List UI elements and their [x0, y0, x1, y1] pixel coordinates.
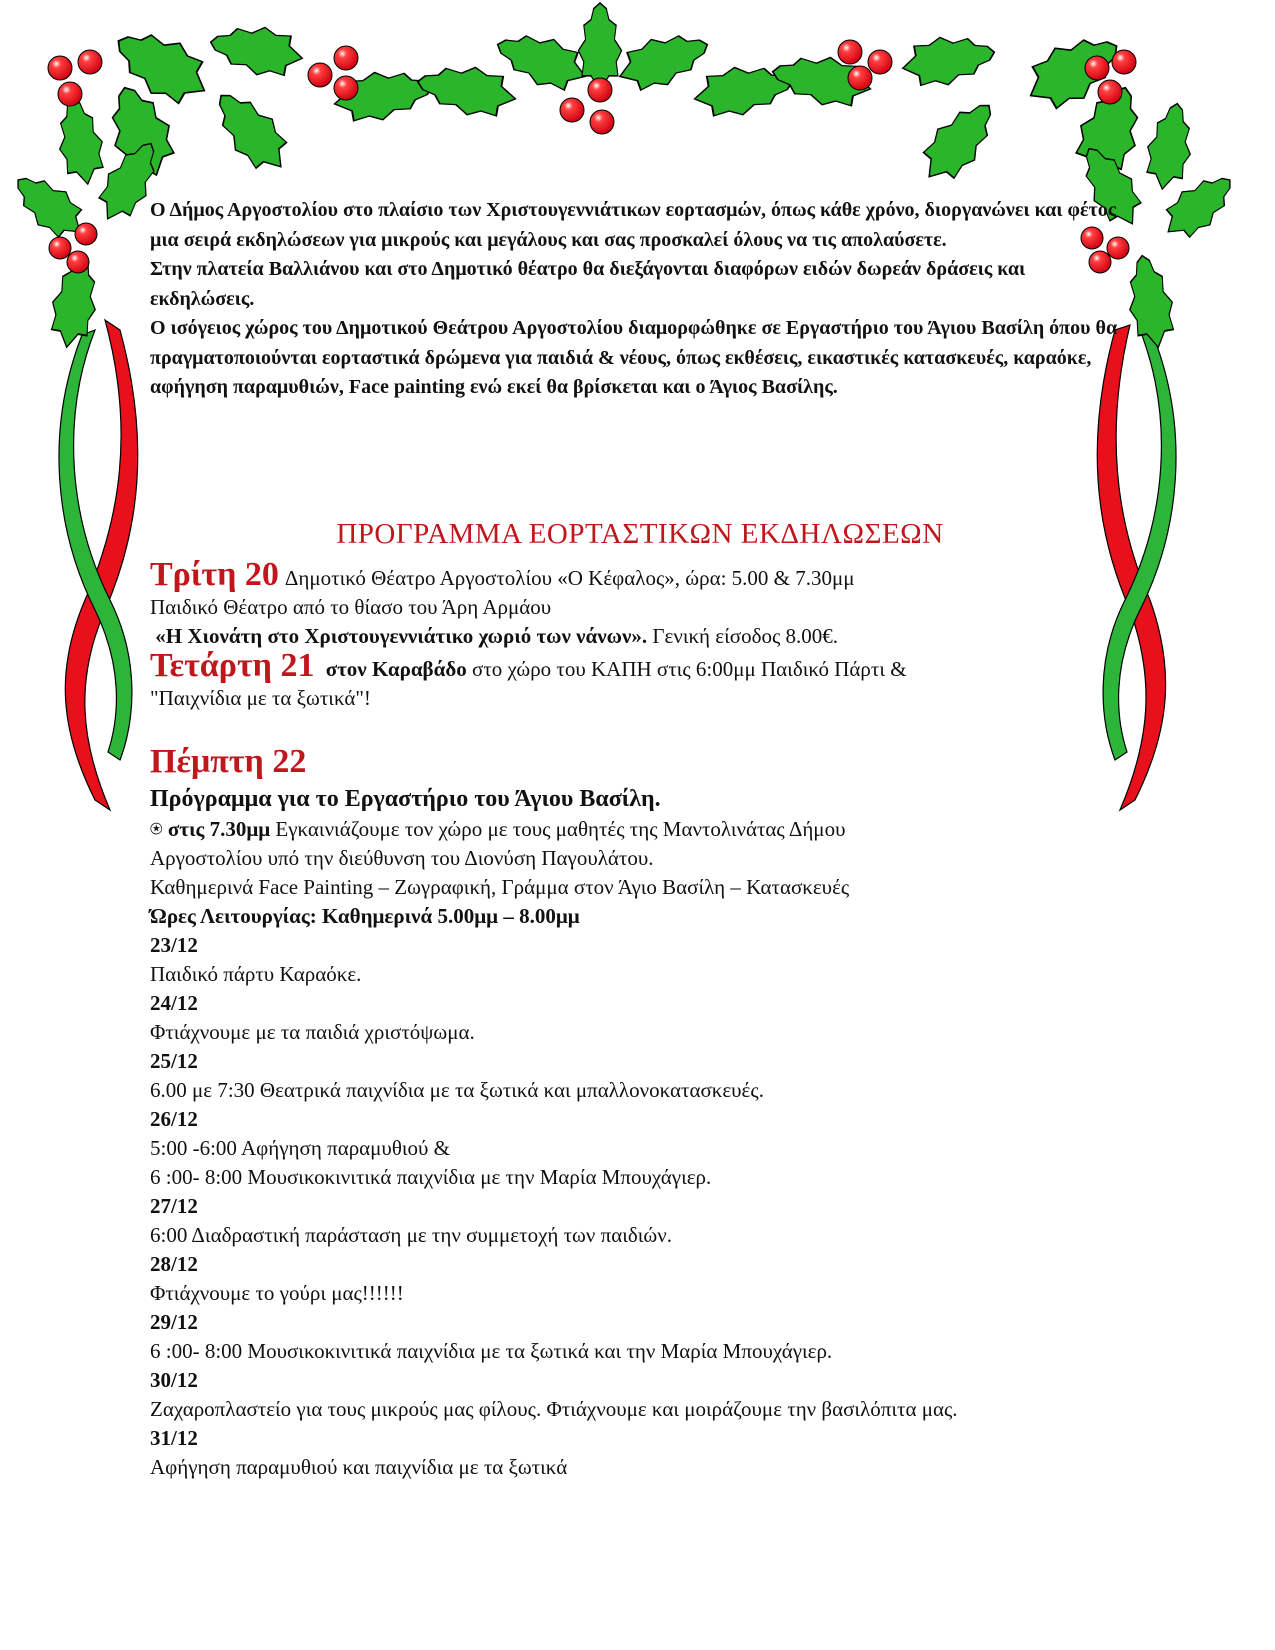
tuesday-theatre: Παιδικό Θέατρο από το θίασο του Άρη Αρμάου [150, 595, 552, 619]
opening-hours: Ώρες Λειτουργίας: Καθημερινά 5.00μμ – 8.00μμ [150, 904, 580, 928]
schedule-activity: 6 :00- 8:00 Μουσικοκινιτικά παιχνίδια με την Μαρία Μπουχάγιερ. [150, 1165, 712, 1189]
schedule-date: 30/12 [150, 1368, 198, 1392]
schedule-activity: Ζαχαροπλαστείο για τους μικρούς μας φίλους. Φτιάχνουμε και μοιράζουμε την βασιλόπιτα μας. [150, 1397, 958, 1421]
workshop-program-heading: Πρόγραμμα για το Εργαστήριο του Άγιου Βασίλη. [150, 786, 661, 812]
schedule-date: 31/12 [150, 1426, 198, 1450]
program-title: ΠΡΟΓΡΑΜΜΑ ΕΟΡΤΑΣΤΙΚΩΝ ΕΚΔΗΛΩΣΕΩΝ [336, 518, 944, 550]
events-section [150, 556, 1110, 1482]
tuesday-entry: Γενική είσοδος 8.00€. [647, 624, 839, 648]
thursday-day: Πέμπτη 22 [150, 743, 307, 780]
schedule-activity: 6.00 με 7:30 Θεατρικά παιχνίδια με τα ξωτικά και μπαλλονοκατασκευές. [150, 1078, 764, 1102]
wednesday-details: στο χώρο του ΚΑΠΗ στις 6:00μμ Παιδικό Πάρτι & [466, 657, 907, 681]
schedule-date: 29/12 [150, 1310, 198, 1334]
schedule-date: 26/12 [150, 1107, 198, 1131]
schedule-activity: 6:00 Διαδραστική παράσταση με την συμμετοχή των παιδιών. [150, 1223, 672, 1247]
schedule-activity: Φτιάχνουμε το γούρι μας!!!!!! [150, 1281, 404, 1305]
daily-activities: Καθημερινά Face Painting – Ζωγραφική, Γράμμα στον Άγιο Βασίλη – Κατασκευές [150, 875, 850, 899]
tuesday-play-title: «Η Χιονάτη στο Χριστουγεννιάτικο χωριό των νάνων». [155, 624, 648, 648]
intro-paragraph-2: Στην πλατεία Βαλλιάνου και στο Δημοτικό θέατρο θα διεξάγονται διαφόρων ειδών δωρεάν δράσεις και εκδηλώσεις. [150, 258, 1026, 310]
schedule-date: 28/12 [150, 1252, 198, 1276]
daily-schedule [150, 931, 1110, 1482]
schedule-activity: Φτιάχνουμε με τα παιδιά χριστόψωμα. [150, 1020, 475, 1044]
intro-paragraph-1: Ο Δήμος Αργοστολίου στο πλαίσιο των Χριστουγεννιάτικων εορτασμών, όπως κάθε χρόνο, διοργανώνει και φέτος μια σειρά εκδηλώσεων για μικρούς και μεγάλους και σας προσκαλεί όλους να τις απολαύσετε. [150, 199, 1117, 251]
schedule-date: 27/12 [150, 1194, 198, 1218]
wednesday-line [150, 647, 1110, 684]
schedule-activity: 5:00 -6:00 Αφήγηση παραμυθιού & [150, 1136, 451, 1160]
tuesday-line [150, 556, 1110, 593]
schedule-date: 25/12 [150, 1049, 198, 1073]
tuesday-venue: Δημοτικό Θέατρο Αργοστολίου «Ο Κέφαλος», ώρα: 5.00 & 7.30μμ [284, 566, 855, 590]
left-ribbon [59, 320, 138, 810]
wednesday-details-2: "Παιχνίδια με τα ξωτικά"! [150, 686, 371, 710]
intro-text [150, 196, 1130, 403]
schedule-date: 23/12 [150, 933, 198, 957]
wednesday-place: στον Καραβάδο [325, 657, 467, 681]
opening-text: Εγκαινιάζουμε τον χώρο με τους μαθητές της Μαντολινάτας Δήμου [270, 817, 846, 841]
schedule-activity: 6 :00- 8:00 Μουσικοκινιτικά παιχνίδια με τα ξωτικά και την Μαρία Μπουχάγιερ. [150, 1339, 833, 1363]
schedule-activity: Παιδικό πάρτυ Καραόκε. [150, 962, 362, 986]
opening-time: στις 7.30μμ [167, 817, 271, 841]
intro-paragraph-3: Ο ισόγειος χώρος του Δημοτικού Θεάτρου Αργοστολίου διαμορφώθηκε σε Εργαστήριο του Άγιου Βασίλη όπου θα πραγματοποιούνται εορταστικά δρώμενα για παιδιά & νέους, όπως εκθέσεις, εικαστικές κατασκευές, καραόκε, αφήγηση παραμυθιών, Face painting ενώ εκεί θα βρίσκεται και ο Άγιος Βασίλης. [150, 317, 1118, 398]
star-icon: ⍟ [150, 817, 163, 841]
wednesday-day: Τετάρτη 21 [150, 647, 315, 684]
schedule-date: 24/12 [150, 991, 198, 1015]
opening-line [150, 815, 1110, 844]
tuesday-day: Τρίτη 20 [150, 556, 279, 593]
schedule-activity: Αφήγηση παραμυθιού και παιχνίδια με τα ξωτικά [150, 1455, 568, 1479]
opening-text-2: Αργοστολίου υπό την διεύθυνση του Διονύση Παγουλάτου. [150, 846, 654, 870]
